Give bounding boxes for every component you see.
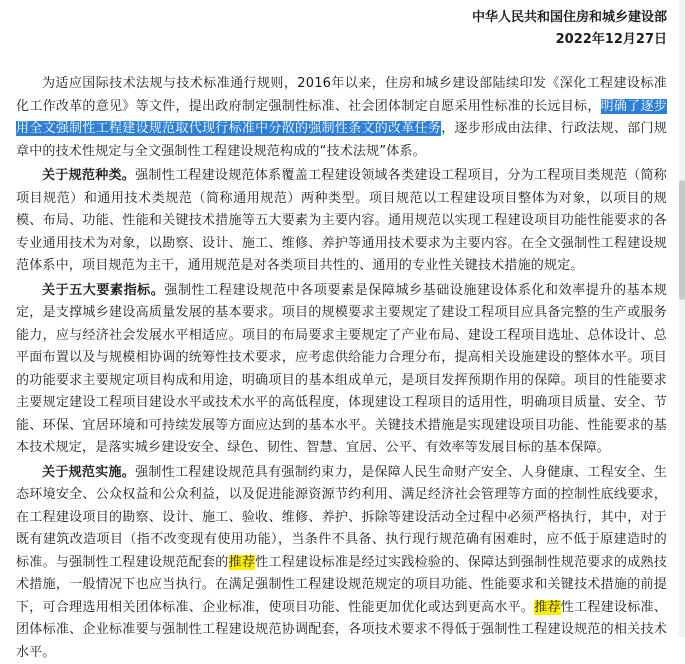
paragraph-intro (16, 73, 667, 163)
scrollbar-thumb[interactable] (679, 180, 685, 300)
issuing-organization: 中华人民共和国住房和城乡建设部 (16, 7, 667, 29)
selected-text[interactable]: 明确了逐步用全文强制性工程建设规范取代现行标准中分散的强制性条文的改革任务 (16, 99, 667, 137)
issue-date: 2022年12月27日 (16, 29, 667, 51)
five-elements-body: 强制性工程建设规范中各项要素是保障城乡基础设施建设体系化和效率提升的基本规定，是支撑城乡建设高质量发展的基本要求。项目的规模要求主要规定了建设工程项目应具备完整的生产或服务能力，应与经济社会发展水平相适应。项目的布局要求主要规定了产业布局、建设工程项目选址、总体设计、总平面布置以及与规模相协调的统筹性技术要求，应考虑供给能力合理分布，提高相关设施建设的整体水平。项目的功能要求主要规定项目构成和用途，明确项目的基本组成单元，是项目发挥预期作用的保障。项目的性能要求主要规定建设工程项目建设水平或技术水平的高低程度，体现建设工程项目的适用性，明确项目质量、安全、节能、环保、宜居环境和可持续发展等方面应达到的基本水平。关键技术措施是实现建设项目功能、性能要求的基本技术规定，是落实城乡建设安全、绿色、韧性、智慧、宜居、公平、有效率等发展目标的基本保障。 (16, 283, 667, 456)
spec-types-body: 强制性工程建设规范体系覆盖工程建设领域各类建设工程项目，分为工程项目类规范（简称项目规范）和通用技术类规范（简称通用规范）两种类型。项目规范以工程建设项目整体为对象，以项目的规模、布局、功能、性能和关键技术措施等五大要素为主要内容。通用规范以实现工程建设项目功能性能要求的各专业通用技术为对象，以勘察、设计、施工、维修、养护等通用技术要求为主要内容。在全文强制性工程建设规范体系中，项目规范为主干，通用规范是对各类项目共性的、通用的专业性关键技术措施的规定。 (16, 168, 667, 273)
section-lead-implementation: 关于规范实施。 (42, 465, 135, 480)
paragraph-five-elements (16, 280, 667, 460)
document-header (16, 7, 667, 51)
vertical-scrollbar[interactable] (679, 0, 685, 637)
section-lead-five-elements: 关于五大要素指标。 (42, 283, 164, 298)
intro-text-before: 为适应国际技术法规与技术标准通行规则，2016年以来，住房和城乡建设部陆续印发《深化工程建设标准化工作改革的意见》等文件，提出政府制定强制性标准、社会团体制定自愿采用性标准的长远目标， (16, 76, 667, 114)
implementation-body-3: 性工程建设标准、团体标准、企业标准要与强制性工程建设规范协调配套，各项技术要求不得低于强制性工程建设规范的相关技术水平。 (16, 600, 667, 660)
implementation-body-1: 强制性工程建设规范具有强制约束力，是保障人民生命财产安全、人身健康、工程安全、生态环境安全、公众权益和公众利益，以及促进能源资源节约利用、满足经济社会管理等方面的控制性底线要求，在工程建设项目的勘察、设计、施工、验收、维修、养护、拆除等建设活动全过程中必须严格执行，其中，对于既有建筑改造项目（指不改变现有使用功能），当条件不具备、执行现行规范确有困难时，应不低于原建造时的标准。与强制性工程建设规范配套的 (16, 465, 667, 570)
intro-text-after: ，逐步形成由法律、行政法规、部门规章中的技术性规定与全文强制性工程建设规范构成的“技术法规”体系。 (16, 121, 667, 159)
implementation-body-2: 性工程建设标准是经过实践检验的、保障达到强制性规范要求的成熟技术措施，一般情况下也应当执行。在满足强制性工程建设规范规定的项目功能、性能要求和关键技术措施的前提下，可合理选用相关团体标准、企业标准，使项目功能、性能更加优化或达到更高水平。 (16, 555, 667, 615)
search-highlight: 推荐 (229, 555, 256, 570)
search-highlight: 推荐 (534, 600, 561, 615)
paragraph-implementation (16, 462, 667, 664)
section-lead-spec-types: 关于规范种类。 (42, 168, 135, 183)
paragraph-spec-types (16, 165, 667, 278)
